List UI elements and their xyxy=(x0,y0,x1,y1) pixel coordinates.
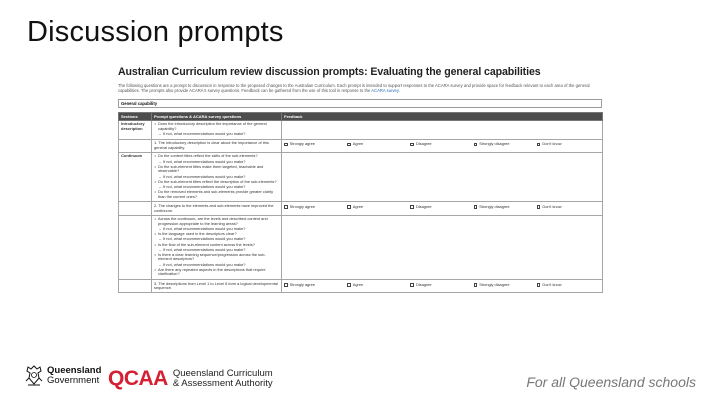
acara-survey-link[interactable]: ACARA survey. xyxy=(371,88,400,94)
general-capability-label: General capability xyxy=(121,100,158,106)
prompt-item: – If not, what recommendations would you make? xyxy=(154,160,279,165)
checkbox-icon[interactable] xyxy=(410,205,414,209)
intro-text: The following questions are a prompt to discussion in response to the proposed changes to the Australian Curriculum. Each prompt is intended to support responses to the ACARA survey and provide space for feedback relevant to each area of the general capabilities. The prompts also provide ACARA's survey questions. Feedback can be gathered from the use of this tool in response to the xyxy=(118,83,590,94)
header-sections: Sections xyxy=(119,112,152,120)
likert-option[interactable] xyxy=(284,142,347,147)
likert-option-label: Disagree xyxy=(416,281,432,287)
likert-option-label: Strongly agree xyxy=(289,141,315,147)
prompt-item: • Is the flow of the sub-element content across the levels? xyxy=(154,243,279,248)
survey-question: 1. The introductory description is clear about the importance of this general capability. xyxy=(152,139,282,152)
checkbox-icon[interactable] xyxy=(474,143,478,147)
prompt-item: • Do the sub-element titles make them targeted, teachable and observable? xyxy=(154,165,279,174)
likert-option[interactable] xyxy=(284,283,347,288)
section-cell xyxy=(119,215,152,279)
prompt-item: • Is there a clear learning sequence/progression across the sub-element descriptors? xyxy=(154,253,279,262)
likert-scale xyxy=(282,202,603,215)
likert-option[interactable] xyxy=(537,142,600,147)
likert-option-label: Strongly disagree xyxy=(479,281,510,287)
prompt-list xyxy=(154,217,279,277)
queensland-government-logo xyxy=(24,364,101,388)
section-cell xyxy=(119,202,152,215)
table-body xyxy=(119,120,603,293)
checkbox-icon[interactable] xyxy=(284,143,288,147)
likert-option-label: Strongly agree xyxy=(289,203,315,209)
likert-option-label: Strongly agree xyxy=(289,281,315,287)
checkbox-icon[interactable] xyxy=(537,283,541,287)
checkbox-icon[interactable] xyxy=(347,205,351,209)
prompt-item: • Do the removed elements and sub-elements provide greater clarity than the current ones? xyxy=(154,190,279,199)
prompt-item: – If not, what recommendations would you make? xyxy=(154,227,279,232)
likert-option[interactable] xyxy=(410,283,473,288)
qg-line2: Government xyxy=(47,375,100,386)
section-cell: Continuum xyxy=(119,152,152,202)
slide-title: Discussion prompts xyxy=(27,16,284,48)
checkbox-icon[interactable] xyxy=(347,283,351,287)
table-row xyxy=(119,215,603,279)
likert-option-label: Strongly disagree xyxy=(479,203,510,209)
prompt-cell xyxy=(152,120,282,139)
checkbox-icon[interactable] xyxy=(284,283,288,287)
header-prompts: Prompt questions & ACARA survey questions xyxy=(152,112,282,120)
likert-option[interactable] xyxy=(537,283,600,288)
qcaa-line2: & Assessment Authority xyxy=(172,378,273,389)
likert-option-label: Agree xyxy=(352,203,364,209)
likert-option[interactable] xyxy=(410,205,473,210)
prompt-item: – If not, what recommendations would you make? xyxy=(154,263,279,268)
header-feedback: Feedback xyxy=(282,112,603,120)
likert-option-label: Disagree xyxy=(416,203,432,209)
table-row xyxy=(119,139,603,152)
checkbox-icon[interactable] xyxy=(410,143,414,147)
feedback-input[interactable] xyxy=(282,152,603,202)
prompt-item: • Across the continuum, are the levels and described content and progression appropriate to the learning areas? xyxy=(154,217,279,226)
prompt-item: • Are there any repeated aspects in the descriptions that require clarification? xyxy=(154,268,279,277)
likert-option[interactable] xyxy=(347,205,410,210)
checkbox-icon[interactable] xyxy=(537,143,541,147)
checkbox-icon[interactable] xyxy=(410,283,414,287)
likert-option-label: Don't know xyxy=(542,141,562,147)
document-title: Australian Curriculum review discussion prompts: Evaluating the general capabilities xyxy=(118,66,541,78)
likert-option[interactable] xyxy=(537,205,600,210)
table-row xyxy=(119,120,603,139)
likert-option[interactable] xyxy=(347,142,410,147)
prompt-item: • Is the language used in the descriptors clear? xyxy=(154,232,279,237)
likert-option-label: Agree xyxy=(352,141,364,147)
general-capability-field[interactable] xyxy=(118,99,602,108)
likert-option-label: Disagree xyxy=(416,141,432,147)
qcaa-logo: QCAA xyxy=(108,367,168,390)
prompt-item: – If not, what recommendations would you make? xyxy=(154,237,279,242)
document-intro xyxy=(118,83,602,94)
checkbox-icon[interactable] xyxy=(347,143,351,147)
prompt-item: – If not, what recommendations would you make? xyxy=(154,185,279,190)
prompt-item: • Do the content titles reflect the skills of the sub-elements? xyxy=(154,154,279,159)
checkbox-icon[interactable] xyxy=(537,205,541,209)
likert-scale xyxy=(282,280,603,293)
document-page xyxy=(118,66,604,352)
likert-option[interactable] xyxy=(410,142,473,147)
likert-scale xyxy=(282,139,603,152)
prompt-cell xyxy=(152,215,282,279)
prompt-item: – If not, what recommendations would you make? xyxy=(154,248,279,253)
feedback-input[interactable] xyxy=(282,120,603,139)
qg-line1: Queensland xyxy=(47,365,102,376)
feedback-input[interactable] xyxy=(282,215,603,279)
queensland-crest-icon xyxy=(24,364,44,388)
qcaa-line1: Queensland Curriculum xyxy=(172,368,273,379)
prompt-cell xyxy=(152,152,282,202)
prompt-list xyxy=(154,122,279,136)
likert-option[interactable] xyxy=(474,142,537,147)
tagline: For all Queensland schools xyxy=(526,374,696,390)
table-header-row xyxy=(119,112,603,120)
table-row xyxy=(119,202,603,215)
section-cell: Introductory description xyxy=(119,120,152,139)
qcaa-logo-group xyxy=(108,367,273,391)
prompt-item: – If not, what recommendations would you make? xyxy=(154,132,279,137)
prompt-table xyxy=(118,112,603,294)
prompt-list xyxy=(154,154,279,199)
likert-option-label: Agree xyxy=(352,281,364,287)
likert-option-label: Don't know xyxy=(542,203,562,209)
table-row xyxy=(119,152,603,202)
likert-option[interactable] xyxy=(347,283,410,288)
prompt-item: • Do the sub-element titles reflect the description of the sub-elements? xyxy=(154,180,279,185)
section-cell xyxy=(119,280,152,293)
survey-question: 3. The descriptions from Level 1 to Level 6 form a logical developmental sequence. xyxy=(152,280,282,293)
likert-option[interactable] xyxy=(474,205,537,210)
table-row xyxy=(119,280,603,293)
survey-question: 2. The changes to the elements and sub-elements have improved the continuum. xyxy=(152,202,282,215)
prompt-item: – If not, what recommendations would you make? xyxy=(154,175,279,180)
prompt-item: • Does the introductory description the importance of the general capability? xyxy=(154,122,279,131)
likert-option-label: Don't know xyxy=(542,281,562,287)
likert-option[interactable] xyxy=(284,205,347,210)
checkbox-icon[interactable] xyxy=(474,283,478,287)
likert-option[interactable] xyxy=(474,283,537,288)
likert-option-label: Strongly disagree xyxy=(479,141,510,147)
section-cell xyxy=(119,139,152,152)
checkbox-icon[interactable] xyxy=(474,205,478,209)
checkbox-icon[interactable] xyxy=(284,205,288,209)
